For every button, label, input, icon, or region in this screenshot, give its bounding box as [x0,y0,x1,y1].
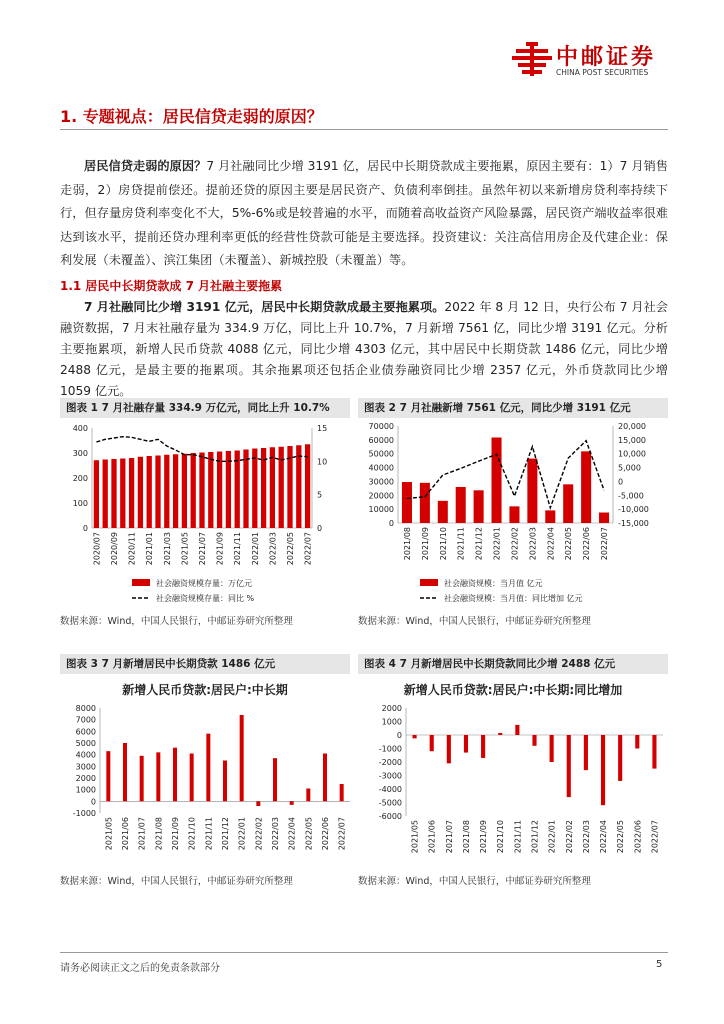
y-left-tick-label: 0 [388,519,394,528]
bar-value [156,752,160,801]
x-tick-label: 2021/08 [154,817,164,851]
chart-title: 新增人民币贷款:居民户:中长期:同比增加 [403,683,623,697]
bar-monthly [563,484,573,523]
y-left-tick-label: 10000 [368,505,394,515]
bar-value [223,761,227,802]
legend-line-label: 社会融资规模存量：同比 % [156,594,255,603]
logo-chinese: 中邮证券 [556,45,657,70]
bar-stock [111,459,116,528]
y-right-tick-label: 5 [317,490,323,500]
bar-monthly [438,501,448,523]
page-number: 5 [656,959,663,970]
x-tick-label: 2021/09 [215,532,225,566]
y-right-tick-label: 0 [317,524,323,533]
x-tick-label: 2022/07 [337,817,347,851]
x-tick-label: 2021/07 [444,820,454,854]
bar-stock [243,450,248,529]
figure-2-chart [358,418,668,603]
x-tick-label: 2021/05 [104,817,114,851]
bar-stock [296,445,301,528]
figure-1-title: 图表 1 7 月社融存量 334.9 万亿元，同比上升 10.7% [60,398,350,418]
x-tick-label: 2021/10 [438,527,448,561]
x-tick-label: 2022/04 [287,817,297,851]
x-tick-label: 2022/05 [564,527,574,561]
x-tick-label: 2020/07 [92,532,102,566]
y-tick-label: -4000 [378,785,402,794]
p2-bold: 7 月社融同比少增 3191 亿元，居民中长期贷款成最主要拖累项。 [84,300,445,314]
bar-stock [129,458,134,528]
x-tick-label: 2022/01 [250,532,260,566]
x-tick-label: 2022/03 [528,527,538,561]
bar-value [601,735,605,805]
y-right-tick-label: -15,000 [618,519,649,528]
intro-bold: 居民信贷走弱的原因？ [84,159,207,173]
bar-stock [94,460,99,528]
bar-monthly [581,451,591,523]
figure-3-title: 图表 3 7 月新增居民中长期贷款 1486 亿元 [60,654,350,674]
y-tick-label: 1000 [75,785,96,795]
logo-english: CHINA POST SECURITIES [556,68,649,77]
y-tick-label: -1000 [72,809,96,818]
x-tick-label: 2020/11 [127,532,137,566]
y-tick-label: -2000 [378,758,402,767]
figure-4-chart [358,676,668,866]
x-tick-label: 2021/06 [427,820,437,854]
y-tick-label: 8000 [75,704,96,713]
bar-monthly [599,513,609,523]
bar-value [123,743,127,801]
section-title: 1. 专题视点：居民信贷走弱的原因？ [60,107,323,126]
y-right-tick-label: 10 [317,457,328,467]
bar-monthly [456,487,466,523]
bar-stock [120,459,125,529]
x-tick-label: 2022/03 [268,532,278,566]
figure-2-title: 图表 2 7 月社融新增 7561 亿元，同比少增 3191 亿元 [358,398,668,418]
figure-3-chart [60,676,350,866]
y-tick-label: 2000 [381,704,402,713]
x-tick-label: 2021/10 [187,817,197,851]
bar-value [190,754,194,802]
legend-bar-label: 社会融资规模：当月值 亿元 [444,579,543,588]
subsection-title: 1.1 居民中长期贷款成 7 月社融主要拖累 [60,279,283,293]
y-right-tick-label: -5,000 [618,491,644,501]
bar-stock [199,453,204,529]
bar-monthly [420,483,430,523]
legend-bar-swatch [420,579,438,586]
y-left-tick-label: 400 [72,424,88,433]
y-left-tick-label: 70000 [368,422,394,431]
footer-divider [60,952,668,953]
bar-stock [155,456,160,529]
x-tick-label: 2021/11 [204,817,214,851]
y-left-tick-label: 300 [72,449,88,458]
y-right-tick-label: 15,000 [618,435,646,445]
bar-monthly [527,459,537,523]
figure-4-source: 数据来源：Wind，中国人民银行，中邮证券研究所整理 [358,876,591,887]
bar-value [256,801,260,806]
x-tick-label: 2022/06 [321,817,330,851]
x-tick-label: 2021/01 [145,532,155,566]
x-tick-label: 2022/05 [616,820,626,854]
x-tick-label: 2021/12 [530,820,540,854]
figure-3-source: 数据来源：Wind，中国人民银行，中邮证券研究所整理 [60,876,293,887]
x-tick-label: 2020/09 [110,532,119,566]
x-tick-label: 2022/07 [303,532,313,566]
bar-value [652,735,656,769]
bar-stock [103,460,108,529]
x-tick-label: 2021/03 [162,532,172,566]
x-tick-label: 2021/07 [198,532,207,566]
x-tick-label: 2021/12 [221,817,230,851]
x-tick-label: 2021/05 [410,820,420,854]
x-tick-label: 2021/05 [180,532,190,566]
x-tick-label: 2022/04 [599,820,609,854]
y-right-tick-label: -10,000 [618,505,649,515]
bar-value [340,784,344,801]
x-tick-label: 2022/05 [286,532,295,566]
bar-value [550,735,554,762]
section-divider [60,129,668,130]
bar-stock [138,457,143,528]
bar-value [206,734,210,802]
x-tick-label: 2022/06 [582,527,592,561]
x-tick-label: 2021/08 [402,527,412,561]
x-tick-label: 2021/11 [456,527,466,561]
x-tick-label: 2021/09 [171,817,180,851]
y-right-tick-label: 10,000 [618,449,646,459]
china-post-logo-icon [512,40,552,78]
y-tick-label: 4000 [75,750,96,760]
y-left-tick-label: 40000 [368,463,394,473]
y-tick-label: 3000 [75,762,96,772]
bar-value [584,735,588,770]
bar-stock [252,449,257,529]
x-tick-label: 2022/02 [254,817,264,851]
bar-value [306,789,310,802]
x-tick-label: 2021/08 [461,820,471,854]
bar-stock [147,456,152,528]
figure-2-source: 数据来源：Wind，中国人民银行，中邮证券研究所整理 [358,616,591,627]
x-tick-label: 2022/01 [547,820,557,854]
figure-1-source: 数据来源：Wind，中国人民银行，中邮证券研究所整理 [60,616,293,627]
line-yoy-change [407,441,604,508]
footer-disclaimer: 请务必阅读正文之后的免责条款部分 [60,963,220,974]
bar-value [635,735,639,749]
bar-value [290,801,294,805]
y-tick-label: -1000 [378,744,402,754]
bar-monthly [492,438,502,523]
figure-1-chart [60,418,350,603]
x-tick-label: 2022/07 [600,527,610,561]
y-tick-label: 1000 [381,717,402,727]
y-tick-label: 5000 [75,739,96,748]
figure-4-title: 图表 4 7 月新增居民中长期贷款同比少增 2488 亿元 [358,654,668,674]
bar-value [323,754,327,802]
y-tick-label: 0 [396,731,402,740]
bar-stock [191,453,196,528]
y-left-tick-label: 30000 [368,477,394,487]
x-tick-label: 2021/11 [233,532,243,566]
x-tick-label: 2022/02 [510,527,520,561]
y-left-tick-label: 20000 [368,491,394,501]
x-tick-label: 2021/10 [496,820,506,854]
y-left-tick-label: 0 [82,524,88,533]
legend-bar-swatch [132,579,150,586]
bar-value [106,751,110,801]
bar-value [618,735,622,781]
y-tick-label: 6000 [75,727,96,737]
bar-value [498,733,502,735]
bar-value [481,735,485,758]
y-tick-label: 7000 [75,715,96,725]
bar-value [567,735,571,797]
bar-stock [173,454,178,528]
bar-stock [208,452,213,528]
bar-value [140,756,144,802]
y-tick-label: -6000 [378,812,402,821]
bar-monthly [402,482,412,523]
y-right-tick-label: 0 [618,477,624,487]
x-tick-label: 2022/01 [237,817,247,851]
bar-stock [235,451,240,529]
bar-value [464,735,468,753]
x-tick-label: 2022/02 [564,820,574,854]
bar-value [430,735,434,751]
bar-value [515,725,519,735]
bar-value [447,735,451,763]
bar-value [532,735,536,746]
y-left-tick-label: 60000 [368,435,394,445]
p2-text: 2022 年 8 月 12 日，央行公布 7 月社会融资数据，7 月末社融存量为 334.9 万亿，同比上升 10.7%，7 月新增 7561 亿，同比少增 3191 亿元。分析主要拖累项，新增人民币贷款 4088 亿元，同比少增 4303 亿元，其中居民中长期贷款 1486 亿元，同比少增 2488 亿元，是最主要的拖累项。其余拖累项还包括企业债券融资同比少增 2357 亿元，外币贷款同比少增 1059 亿元。 [60,300,668,398]
x-tick-label: 2021/06 [121,817,130,851]
y-tick-label: -3000 [378,771,402,781]
chart-title: 新增人民币贷款:居民户:中长期 [122,683,288,697]
x-tick-label: 2021/07 [137,817,147,851]
y-left-tick-label: 50000 [368,449,394,459]
y-right-tick-label: 15 [317,424,328,433]
bar-value [413,735,417,738]
x-tick-label: 2021/09 [420,527,430,561]
bar-value [240,715,244,801]
company-logo [512,40,672,80]
x-tick-label: 2022/03 [271,817,280,851]
bar-monthly [509,506,519,523]
x-tick-label: 2022/03 [581,820,591,854]
bar-monthly [545,510,555,523]
bar-stock [182,454,187,528]
intro-text: 7 月社融同比少增 3191 亿，居民中长期贷款成主要拖累，原因主要有：1）7 月销售走弱，2）房贷提前偿还。提前还贷的原因主要是居民资产、负债利率倒挂。虽然年初以来新增房贷利率持续下行，但存量房贷利率变化不大，5%-6%或是较普遍的水平，而随着高收益资产风险暴露，居民资产端收益率很难达到该水平，提前还贷办理利率更低的经营性贷款可能是主要选择。投资建议：关注高信用房企及代建企业：保利发展（未覆盖）、滨江集团（未覆盖）、新城控股（未覆盖）等。 [60,159,668,267]
x-tick-label: 2022/06 [633,820,643,854]
bar-value [273,758,277,801]
legend-line-label: 社会融资规模：当月值：同比增加 亿元 [444,594,583,603]
y-tick-label: -5000 [378,798,402,808]
x-tick-label: 2021/11 [513,820,523,854]
data-paragraph [60,297,668,402]
y-tick-label: 0 [90,797,96,807]
x-tick-label: 2021/09 [479,820,489,854]
bar-stock [164,455,169,528]
y-right-tick-label: 5,000 [618,463,641,473]
y-left-tick-label: 200 [72,474,88,483]
intro-paragraph [60,155,668,273]
x-tick-label: 2021/12 [474,527,484,561]
bar-stock [217,452,222,529]
y-right-tick-label: 20,000 [618,422,646,431]
bar-stock [226,451,231,528]
legend-bar-label: 社会融资规模存量：万亿元 [156,579,252,588]
bar-value [173,748,177,802]
x-tick-label: 2022/05 [304,817,314,851]
bar-monthly [474,490,484,523]
bar-stock [270,447,275,528]
x-tick-label: 2022/01 [492,527,502,561]
y-tick-label: 2000 [75,774,96,783]
y-left-tick-label: 100 [72,499,88,508]
x-tick-label: 2022/04 [546,527,556,561]
x-tick-label: 2022/07 [650,820,660,854]
